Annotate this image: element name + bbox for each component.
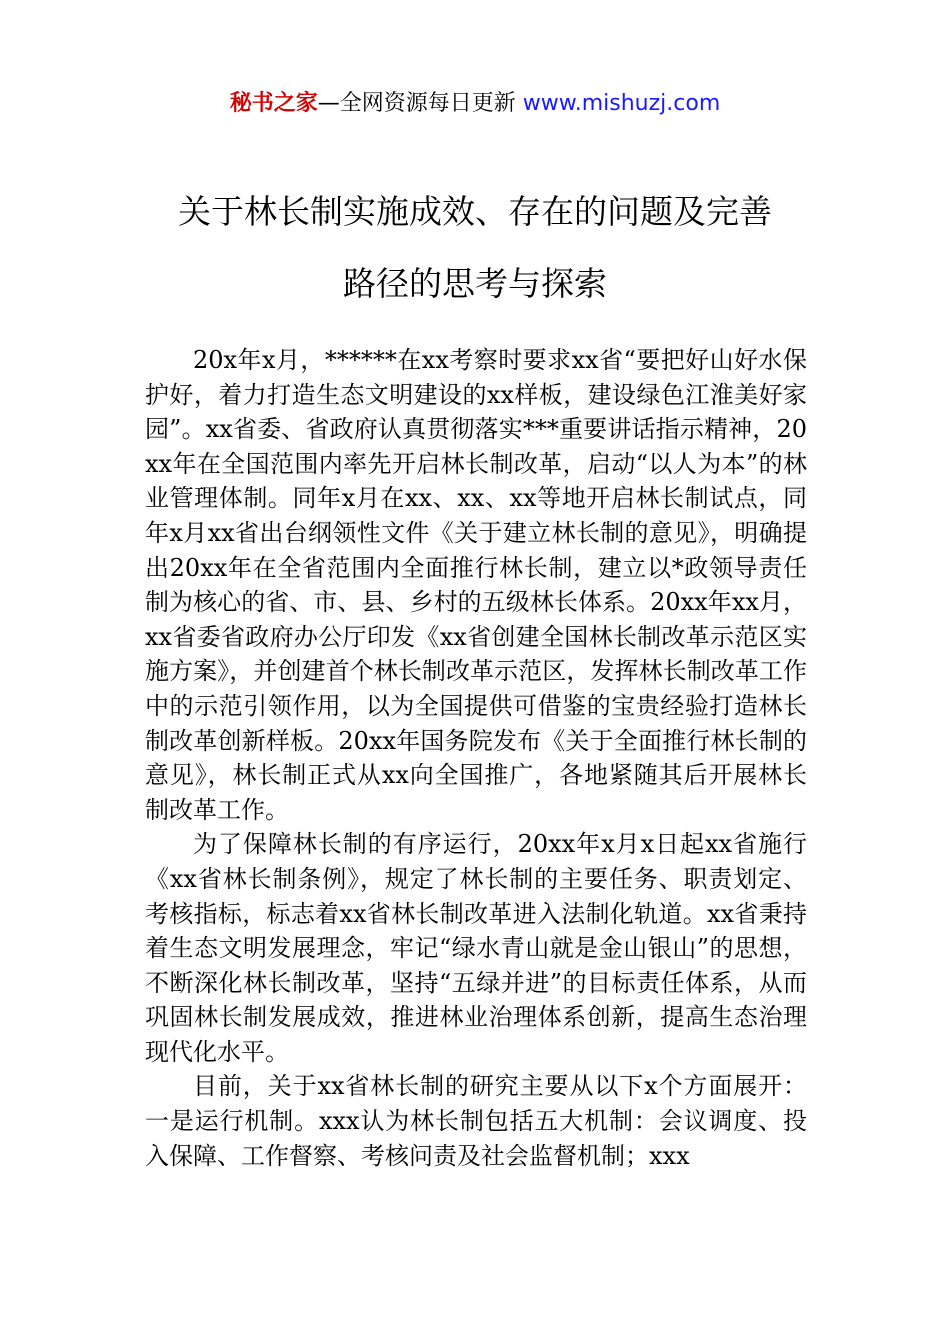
document-title-line-2: 路径的思考与探索: [343, 264, 607, 303]
document-title-line-1: 关于林长制实施成效、存在的问题及完善: [178, 192, 772, 231]
body-paragraph-1: 20x年x月，******在xx考察时要求xx省“要把好山好水保护好，着力打造生态文明建设的xx样板，建设绿色江淮美好家园”。xx省委、省政府认真贯彻落实***重要讲话指示精神，20xx年在全国范围内率先开启林长制改革，启动“以人为本”的林业管理体制。同年x月在xx、xx、xx等地开启林长制试点，同年x月xx省出台纲领性文件《关于建立林长制的意见》，明确提出20xx年在全省范围内全面推行林长制，建立以*政领导责任制为核心的省、市、县、乡村的五级林长体系。20xx年xx月，xx省委省政府办公厅印发《xx省创建全国林长制改革示范区实施方案》，并创建首个林长制改革示范区，发挥林长制改革工作中的示范引领作用，以为全国提供可借鉴的宝贵经验打造林长制改革创新样板。20xx年国务院发布《关于全面推行林长制的意见》，林长制正式从xx向全国推广，各地紧随其后开展林长制改革工作。: [145, 346, 807, 824]
document-body: [145, 343, 807, 1173]
brand-name: 秘书之家: [229, 91, 318, 116]
site-header: [0, 88, 950, 120]
site-url-link[interactable]: www.mishuzj.com: [522, 91, 721, 116]
body-paragraph-2: 为了保障林长制的有序运行，20xx年x月x日起xx省施行《xx省林长制条例》，规定了林长制的主要任务、职责划定、考核指标，标志着xx省林长制改革进入法制化轨道。xx省秉持着生态文明发展理念，牢记“绿水青山就是金山银山”的思想，不断深化林长制改革，坚持“五绿并进”的目标责任体系，从而巩固林长制发展成效，推进林业治理体系创新，提高生态治理现代化水平。: [145, 830, 807, 1066]
body-paragraph-3: 目前，关于xx省林长制的研究主要从以下x个方面展开：一是运行机制。xxx认为林长制包括五大机制：会议调度、投入保障、工作督察、考核问责及社会监督机制；xxx: [145, 1072, 807, 1170]
header-tagline: —全网资源每日更新: [317, 91, 516, 116]
